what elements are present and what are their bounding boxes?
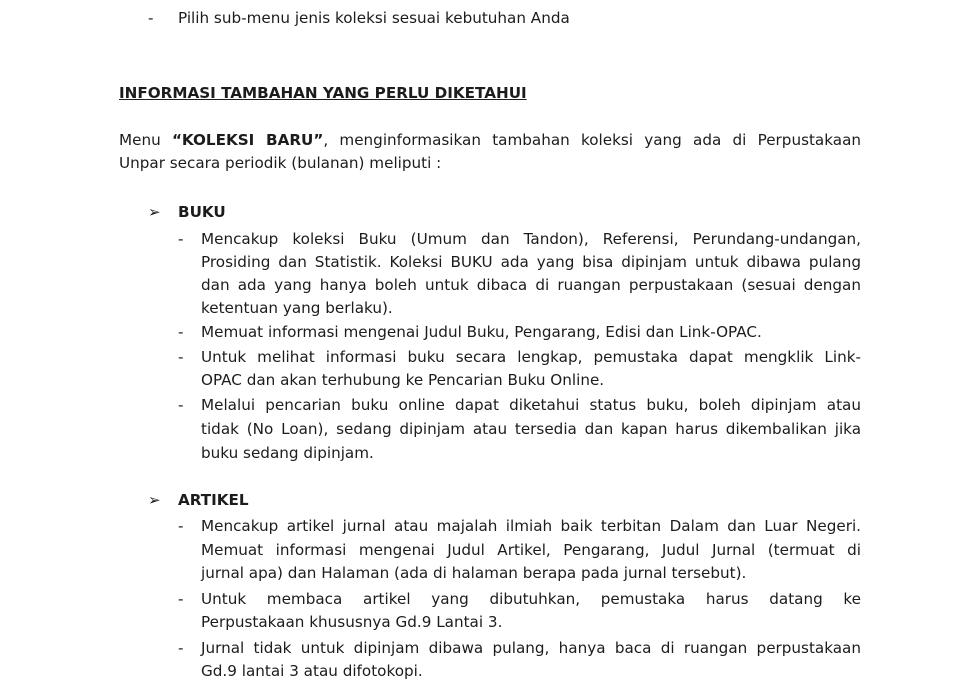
artikel-line-6: Jurnal tidak untuk dipinjam dibawa pulang, hanya baca di ruangan perpustakaan <box>201 639 861 657</box>
arrow-bullet-icon: ➢ <box>148 491 161 509</box>
buku-bullet-3: - <box>178 348 184 366</box>
artikel-line-5: Perpustakaan khususnya Gd.9 Lantai 3. <box>201 613 503 631</box>
artikel-line-4: Untuk membaca artikel yang dibutuhkan, pemustaka harus datang ke <box>201 590 861 608</box>
arrow-bullet-icon: ➢ <box>148 203 161 221</box>
buku-line-4: ketentuan yang berlaku). <box>201 299 393 317</box>
intro-bold: “KOLEKSI BARU” <box>171 131 324 149</box>
buku-title: BUKU <box>178 203 226 221</box>
buku-line-5: Memuat informasi mengenai Judul Buku, Pengarang, Edisi dan Link-OPAC. <box>201 323 762 341</box>
intro-line-2: Unpar secara periodik (bulanan) meliputi : <box>119 154 442 172</box>
section-heading: INFORMASI TAMBAHAN YANG PERLU DIKETAHUI <box>119 84 527 102</box>
artikel-bullet-1: - <box>178 517 184 535</box>
buku-line-8: Melalui pencarian buku online dapat diketahui status buku, boleh dipinjam atau <box>201 396 861 414</box>
buku-line-1: Mencakup koleksi Buku (Umum dan Tandon), Referensi, Perundang-undangan, <box>201 230 861 248</box>
buku-line-10: buku sedang dipinjam. <box>201 444 374 462</box>
buku-bullet-2: - <box>178 323 184 341</box>
top-bullet-text: Pilih sub-menu jenis koleksi sesuai kebutuhan Anda <box>178 9 570 27</box>
artikel-line-1: Mencakup artikel jurnal atau majalah ilmiah baik terbitan Dalam dan Luar Negeri. <box>201 517 861 535</box>
intro-suffix: , menginformasikan tambahan koleksi yang ada di Perpustakaan <box>323 131 862 149</box>
intro-prefix: Menu <box>119 131 172 149</box>
intro-line-1 <box>119 130 861 150</box>
buku-bullet-1: - <box>178 230 184 248</box>
artikel-line-7: Gd.9 lantai 3 atau difotokopi. <box>201 662 423 680</box>
buku-line-6: Untuk melihat informasi buku secara lengkap, pemustaka dapat mengklik Link- <box>201 348 861 366</box>
top-bullet-dash: - <box>148 9 154 27</box>
buku-line-9: tidak (No Loan), sedang dipinjam atau tersedia dan kapan harus dikembalikan jika <box>201 420 861 438</box>
artikel-bullet-2: - <box>178 590 184 608</box>
artikel-line-2: Memuat informasi mengenai Judul Artikel, Pengarang, Judul Jurnal (termuat di <box>201 541 861 559</box>
buku-line-7: OPAC dan akan terhubung ke Pencarian Buku Online. <box>201 371 605 389</box>
buku-bullet-4: - <box>178 396 184 414</box>
buku-line-2: Prosiding dan Statistik. Koleksi BUKU ada yang bisa dipinjam untuk dibawa pulang <box>201 253 861 271</box>
buku-line-3: dan ada yang hanya boleh untuk dibaca di ruangan perpustakaan (sesuai dengan <box>201 276 861 294</box>
artikel-line-3: jurnal apa) dan Halaman (ada di halaman berapa pada jurnal tersebut). <box>201 564 747 582</box>
artikel-bullet-3: - <box>178 639 184 657</box>
artikel-title: ARTIKEL <box>178 491 249 509</box>
